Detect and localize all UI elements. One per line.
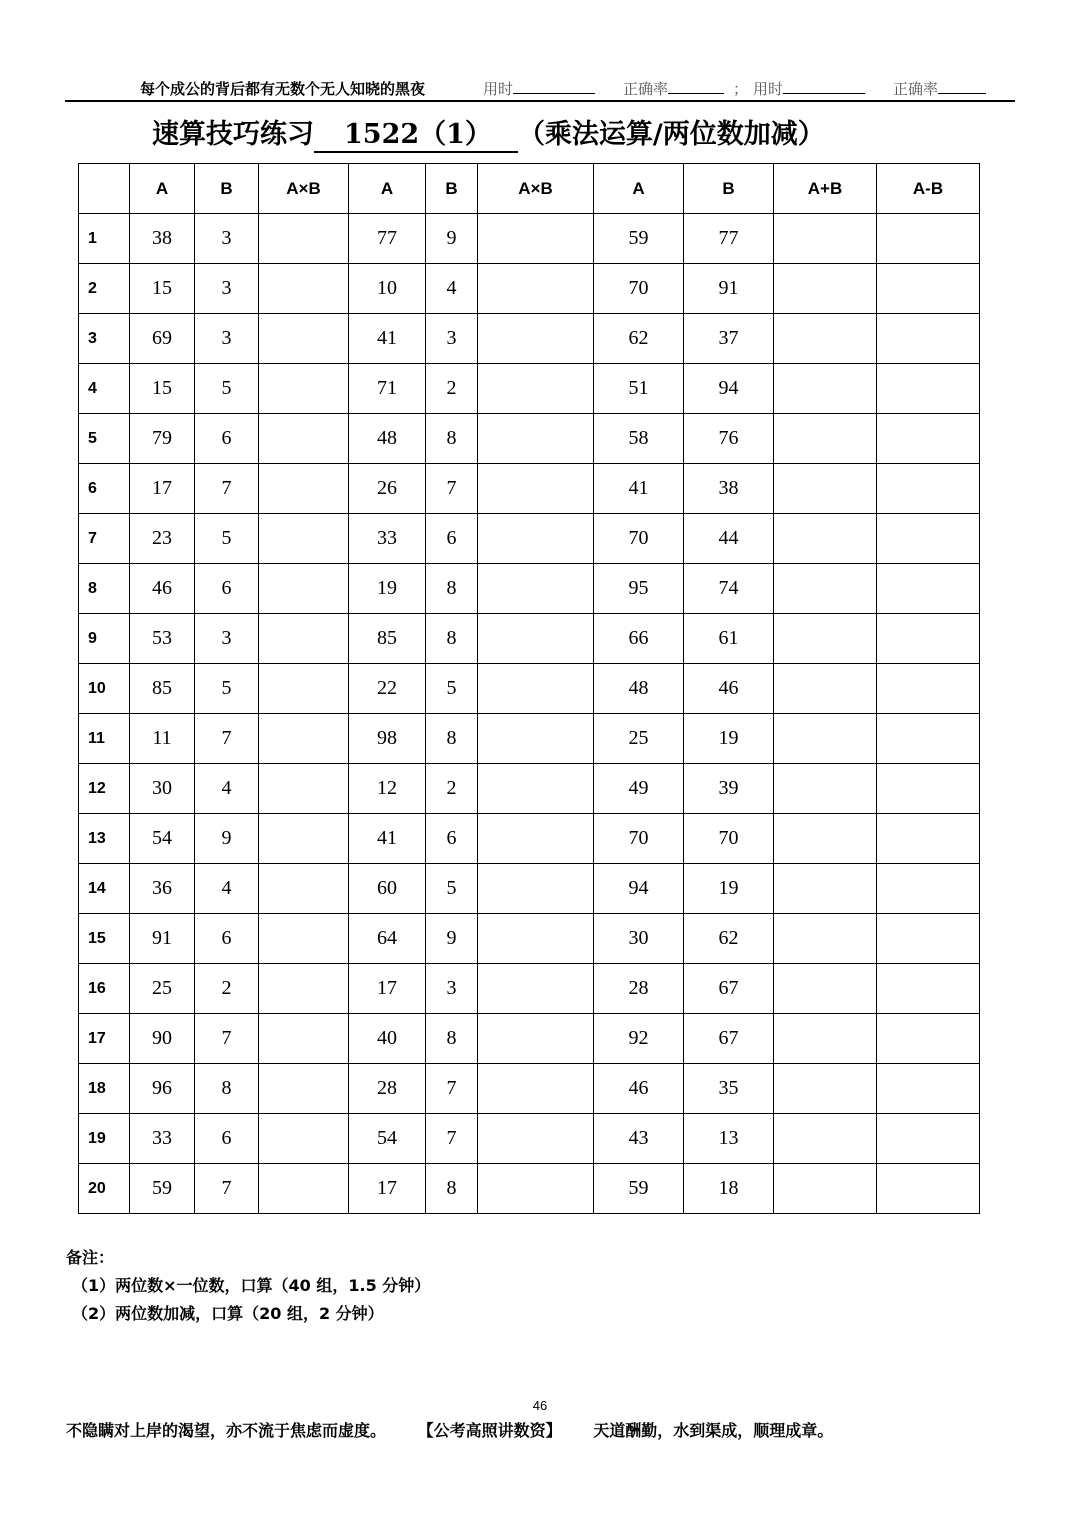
table-row <box>79 814 980 864</box>
answer-product-1[interactable] <box>259 664 349 714</box>
cell-b1: 3 <box>195 314 259 364</box>
row-number: 11 <box>79 714 130 764</box>
time-label-1: 用时 <box>483 80 514 98</box>
cell-a1: 38 <box>130 214 195 264</box>
answer-difference[interactable] <box>877 564 980 614</box>
cell-b3: 61 <box>684 614 774 664</box>
table-row <box>79 214 980 264</box>
cell-b1: 3 <box>195 614 259 664</box>
cell-a2: 48 <box>349 414 426 464</box>
answer-sum[interactable] <box>774 264 877 314</box>
cell-b2: 3 <box>426 314 478 364</box>
answer-product-2[interactable] <box>478 764 594 814</box>
cell-b2: 8 <box>426 1014 478 1064</box>
cell-a1: 36 <box>130 864 195 914</box>
cell-b2: 9 <box>426 214 478 264</box>
cell-a3: 49 <box>594 764 684 814</box>
answer-sum[interactable] <box>774 364 877 414</box>
cell-b1: 6 <box>195 564 259 614</box>
cell-b3: 37 <box>684 314 774 364</box>
table-row <box>79 514 980 564</box>
table-row <box>79 964 980 1014</box>
cell-a3: 41 <box>594 464 684 514</box>
answer-product-1[interactable] <box>259 464 349 514</box>
col-header-b3: B <box>684 164 774 214</box>
cell-b3: 77 <box>684 214 774 264</box>
cell-a3: 25 <box>594 714 684 764</box>
cell-b2: 4 <box>426 264 478 314</box>
answer-product-1[interactable] <box>259 814 349 864</box>
answer-product-2[interactable] <box>478 914 594 964</box>
cell-a1: 59 <box>130 1164 195 1214</box>
answer-product-1[interactable] <box>259 364 349 414</box>
answer-product-1[interactable] <box>259 1164 349 1214</box>
cell-a1: 23 <box>130 514 195 564</box>
time-field-1 <box>483 78 595 99</box>
row-number: 2 <box>79 264 130 314</box>
col-header-product1: A×B <box>259 164 349 214</box>
cell-a1: 85 <box>130 664 195 714</box>
cell-b2: 8 <box>426 414 478 464</box>
cell-b1: 6 <box>195 914 259 964</box>
answer-sum[interactable] <box>774 1064 877 1114</box>
table-row <box>79 1064 980 1114</box>
answer-sum[interactable] <box>774 664 877 714</box>
answer-product-1[interactable] <box>259 214 349 264</box>
answer-product-2[interactable] <box>478 614 594 664</box>
answer-product-1[interactable] <box>259 764 349 814</box>
cell-a2: 22 <box>349 664 426 714</box>
cell-a3: 66 <box>594 614 684 664</box>
row-number: 10 <box>79 664 130 714</box>
answer-difference[interactable] <box>877 764 980 814</box>
notes-label: 备注： <box>66 1248 115 1267</box>
cell-b2: 9 <box>426 914 478 964</box>
answer-sum[interactable] <box>774 464 877 514</box>
answer-difference[interactable] <box>877 314 980 364</box>
answer-product-1[interactable] <box>259 714 349 764</box>
cell-b3: 94 <box>684 364 774 414</box>
answer-product-2[interactable] <box>478 564 594 614</box>
col-header-b1: B <box>195 164 259 214</box>
cell-a3: 70 <box>594 814 684 864</box>
answer-sum[interactable] <box>774 1014 877 1064</box>
cell-b2: 6 <box>426 514 478 564</box>
answer-difference[interactable] <box>877 964 980 1014</box>
answer-sum[interactable] <box>774 514 877 564</box>
cell-a2: 77 <box>349 214 426 264</box>
cell-b2: 2 <box>426 364 478 414</box>
cell-b3: 67 <box>684 964 774 1014</box>
cell-a1: 69 <box>130 314 195 364</box>
cell-b2: 8 <box>426 714 478 764</box>
time-field-2 <box>753 78 865 99</box>
cell-b1: 7 <box>195 1164 259 1214</box>
answer-product-1[interactable] <box>259 414 349 464</box>
answer-product-2[interactable] <box>478 264 594 314</box>
cell-a2: 64 <box>349 914 426 964</box>
row-number: 4 <box>79 364 130 414</box>
answer-product-2[interactable] <box>478 414 594 464</box>
row-number: 20 <box>79 1164 130 1214</box>
cell-b3: 44 <box>684 514 774 564</box>
cell-a1: 96 <box>130 1064 195 1114</box>
cell-a2: 41 <box>349 814 426 864</box>
answer-difference[interactable] <box>877 614 980 664</box>
time-blank-2[interactable] <box>783 79 865 94</box>
cell-a3: 58 <box>594 414 684 464</box>
answer-product-2[interactable] <box>478 514 594 564</box>
cell-b3: 35 <box>684 1064 774 1114</box>
cell-b3: 74 <box>684 564 774 614</box>
cell-a3: 30 <box>594 914 684 964</box>
cell-b2: 3 <box>426 964 478 1014</box>
cell-a3: 62 <box>594 314 684 364</box>
answer-sum[interactable] <box>774 964 877 1014</box>
table-row <box>79 614 980 664</box>
footer-middle: 【公考高照讲数资】 <box>417 1421 562 1440</box>
header-motto: 每个成公的背后都有无数个无人知晓的黑夜 <box>140 80 426 98</box>
table-row <box>79 314 980 364</box>
row-number: 14 <box>79 864 130 914</box>
cell-b2: 8 <box>426 614 478 664</box>
accuracy-label-1: 正确率 <box>623 80 669 98</box>
table-row <box>79 414 980 464</box>
row-number: 16 <box>79 964 130 1014</box>
answer-difference[interactable] <box>877 464 980 514</box>
cell-b2: 7 <box>426 1064 478 1114</box>
accuracy-blank-2[interactable] <box>938 79 986 94</box>
cell-a2: 98 <box>349 714 426 764</box>
cell-a1: 79 <box>130 414 195 464</box>
answer-difference[interactable] <box>877 1014 980 1064</box>
footer-right: 天道酬勤，水到渠成，顺理成章。 <box>593 1421 834 1440</box>
cell-b3: 39 <box>684 764 774 814</box>
cell-b1: 7 <box>195 1014 259 1064</box>
answer-difference[interactable] <box>877 914 980 964</box>
answer-product-2[interactable] <box>478 714 594 764</box>
answer-sum[interactable] <box>774 214 877 264</box>
cell-a3: 59 <box>594 1164 684 1214</box>
answer-difference[interactable] <box>877 864 980 914</box>
answer-product-1[interactable] <box>259 314 349 364</box>
answer-difference[interactable] <box>877 714 980 764</box>
col-header-a2: A <box>349 164 426 214</box>
table-header-row <box>79 164 980 214</box>
footer-left: 不隐瞒对上岸的渴望，亦不流于焦虑而虚度。 <box>66 1421 387 1440</box>
answer-product-1[interactable] <box>259 914 349 964</box>
answer-difference[interactable] <box>877 364 980 414</box>
cell-a3: 59 <box>594 214 684 264</box>
answer-difference[interactable] <box>877 664 980 714</box>
row-number: 8 <box>79 564 130 614</box>
cell-a1: 11 <box>130 714 195 764</box>
answer-difference[interactable] <box>877 1164 980 1214</box>
col-header-b2: B <box>426 164 478 214</box>
cell-a3: 48 <box>594 664 684 714</box>
row-number: 13 <box>79 814 130 864</box>
cell-a2: 17 <box>349 1164 426 1214</box>
row-number: 17 <box>79 1014 130 1064</box>
answer-product-2[interactable] <box>478 1164 594 1214</box>
answer-difference[interactable] <box>877 214 980 264</box>
row-number: 1 <box>79 214 130 264</box>
answer-product-2[interactable] <box>478 1114 594 1164</box>
row-number: 12 <box>79 764 130 814</box>
answer-sum[interactable] <box>774 914 877 964</box>
cell-b3: 91 <box>684 264 774 314</box>
cell-b1: 2 <box>195 964 259 1014</box>
time-label-2: 用时 <box>753 80 784 98</box>
col-header-a1: A <box>130 164 195 214</box>
cell-a1: 15 <box>130 264 195 314</box>
cell-a2: 19 <box>349 564 426 614</box>
cell-a2: 10 <box>349 264 426 314</box>
table-row <box>79 1014 980 1064</box>
cell-a1: 90 <box>130 1014 195 1064</box>
table-row <box>79 1164 980 1214</box>
col-header-sum: A+B <box>774 164 877 214</box>
cell-b1: 5 <box>195 664 259 714</box>
cell-b1: 3 <box>195 214 259 264</box>
notes-line-1: （1）两位数×一位数，口算（40 组，1.5 分钟） <box>72 1276 431 1295</box>
answer-product-2[interactable] <box>478 864 594 914</box>
table-row <box>79 714 980 764</box>
title-suffix: （乘法运算/两位数加减） <box>517 119 825 150</box>
answer-difference[interactable] <box>877 1114 980 1164</box>
cell-a2: 85 <box>349 614 426 664</box>
cell-a1: 54 <box>130 814 195 864</box>
row-number: 6 <box>79 464 130 514</box>
cell-b2: 7 <box>426 1114 478 1164</box>
col-header-difference: A-B <box>877 164 980 214</box>
cell-a2: 17 <box>349 964 426 1014</box>
header-separator: ； <box>733 80 749 98</box>
cell-b1: 4 <box>195 764 259 814</box>
table-row <box>79 464 980 514</box>
cell-b1: 7 <box>195 464 259 514</box>
answer-difference[interactable] <box>877 414 980 464</box>
cell-b3: 67 <box>684 1014 774 1064</box>
answer-sum[interactable] <box>774 414 877 464</box>
cell-a1: 53 <box>130 614 195 664</box>
answer-product-2[interactable] <box>478 664 594 714</box>
cell-b1: 5 <box>195 514 259 564</box>
cell-a1: 17 <box>130 464 195 514</box>
cell-a1: 91 <box>130 914 195 964</box>
cell-b3: 19 <box>684 714 774 764</box>
cell-b1: 8 <box>195 1064 259 1114</box>
answer-difference[interactable] <box>877 1064 980 1114</box>
cell-b2: 8 <box>426 564 478 614</box>
row-number: 19 <box>79 1114 130 1164</box>
cell-a2: 60 <box>349 864 426 914</box>
exercise-table <box>78 163 980 1214</box>
page-number: 46 <box>532 1398 548 1413</box>
cell-b1: 9 <box>195 814 259 864</box>
answer-sum[interactable] <box>774 314 877 364</box>
cell-b2: 5 <box>426 664 478 714</box>
cell-a1: 33 <box>130 1114 195 1164</box>
answer-sum[interactable] <box>774 814 877 864</box>
cell-b3: 46 <box>684 664 774 714</box>
answer-product-1[interactable] <box>259 564 349 614</box>
answer-product-2[interactable] <box>478 814 594 864</box>
cell-b3: 13 <box>684 1114 774 1164</box>
answer-sum[interactable] <box>774 564 877 614</box>
table-row <box>79 364 980 414</box>
answer-difference[interactable] <box>877 264 980 314</box>
notes <box>66 1244 430 1328</box>
col-header-product2: A×B <box>478 164 594 214</box>
cell-a2: 54 <box>349 1114 426 1164</box>
cell-a1: 25 <box>130 964 195 1014</box>
answer-sum[interactable] <box>774 1164 877 1214</box>
cell-a2: 41 <box>349 314 426 364</box>
cell-b1: 7 <box>195 714 259 764</box>
table-row <box>79 564 980 614</box>
cell-a2: 71 <box>349 364 426 414</box>
cell-a1: 46 <box>130 564 195 614</box>
accuracy-field-2 <box>893 78 986 99</box>
cell-b3: 38 <box>684 464 774 514</box>
time-blank-1[interactable] <box>513 79 595 94</box>
answer-product-2[interactable] <box>478 214 594 264</box>
cell-a3: 92 <box>594 1014 684 1064</box>
cell-b3: 62 <box>684 914 774 964</box>
cell-a2: 26 <box>349 464 426 514</box>
cell-b3: 76 <box>684 414 774 464</box>
row-number: 9 <box>79 614 130 664</box>
cell-b1: 3 <box>195 264 259 314</box>
answer-product-2[interactable] <box>478 1064 594 1114</box>
answer-product-1[interactable] <box>259 1064 349 1114</box>
cell-a3: 46 <box>594 1064 684 1114</box>
cell-b2: 7 <box>426 464 478 514</box>
col-header-a3: A <box>594 164 684 214</box>
answer-product-2[interactable] <box>478 964 594 1014</box>
answer-product-2[interactable] <box>478 1014 594 1064</box>
answer-product-1[interactable] <box>259 614 349 664</box>
answer-difference[interactable] <box>877 514 980 564</box>
table-row <box>79 1114 980 1164</box>
answer-product-1[interactable] <box>259 964 349 1014</box>
cell-b2: 2 <box>426 764 478 814</box>
col-header-index <box>79 164 130 214</box>
cell-a3: 70 <box>594 264 684 314</box>
answer-product-1[interactable] <box>259 264 349 314</box>
table-row <box>79 264 980 314</box>
table-row <box>79 664 980 714</box>
answer-product-1[interactable] <box>259 864 349 914</box>
cell-b1: 6 <box>195 1114 259 1164</box>
cell-b1: 5 <box>195 364 259 414</box>
row-number: 7 <box>79 514 130 564</box>
row-number: 18 <box>79 1064 130 1114</box>
cell-a3: 51 <box>594 364 684 414</box>
table-row <box>79 764 980 814</box>
row-number: 5 <box>79 414 130 464</box>
cell-b3: 18 <box>684 1164 774 1214</box>
cell-b2: 5 <box>426 864 478 914</box>
cell-a2: 12 <box>349 764 426 814</box>
answer-sum[interactable] <box>774 864 877 914</box>
accuracy-blank-1[interactable] <box>668 79 724 94</box>
cell-a3: 94 <box>594 864 684 914</box>
cell-a3: 43 <box>594 1114 684 1164</box>
cell-a3: 95 <box>594 564 684 614</box>
notes-line-2: （2）两位数加减，口算（20 组，2 分钟） <box>72 1304 384 1323</box>
cell-b1: 4 <box>195 864 259 914</box>
answer-product-1[interactable] <box>259 1014 349 1064</box>
table-row <box>79 914 980 964</box>
cell-a3: 28 <box>594 964 684 1014</box>
cell-a1: 15 <box>130 364 195 414</box>
answer-product-2[interactable] <box>478 364 594 414</box>
answer-product-1[interactable] <box>259 514 349 564</box>
answer-sum[interactable] <box>774 714 877 764</box>
cell-a3: 70 <box>594 514 684 564</box>
cell-a2: 33 <box>349 514 426 564</box>
title-prefix: 速算技巧练习 <box>152 119 314 150</box>
cell-b2: 8 <box>426 1164 478 1214</box>
answer-product-2[interactable] <box>478 464 594 514</box>
answer-sum[interactable] <box>774 614 877 664</box>
cell-b3: 19 <box>684 864 774 914</box>
row-number: 15 <box>79 914 130 964</box>
cell-b1: 6 <box>195 414 259 464</box>
answer-sum[interactable] <box>774 1114 877 1164</box>
answer-product-2[interactable] <box>478 314 594 364</box>
cell-a2: 40 <box>349 1014 426 1064</box>
cell-b3: 70 <box>684 814 774 864</box>
answer-difference[interactable] <box>877 814 980 864</box>
accuracy-label-2: 正确率 <box>893 80 939 98</box>
accuracy-field-1 <box>623 78 724 99</box>
page-header <box>65 76 1015 102</box>
answer-product-1[interactable] <box>259 1114 349 1164</box>
title-number: 1522（1） <box>314 112 518 153</box>
cell-a2: 28 <box>349 1064 426 1114</box>
answer-sum[interactable] <box>774 764 877 814</box>
page-footer <box>66 1418 859 1441</box>
cell-b2: 6 <box>426 814 478 864</box>
cell-a1: 30 <box>130 764 195 814</box>
table-row <box>79 864 980 914</box>
row-number: 3 <box>79 314 130 364</box>
page-title <box>152 112 825 153</box>
